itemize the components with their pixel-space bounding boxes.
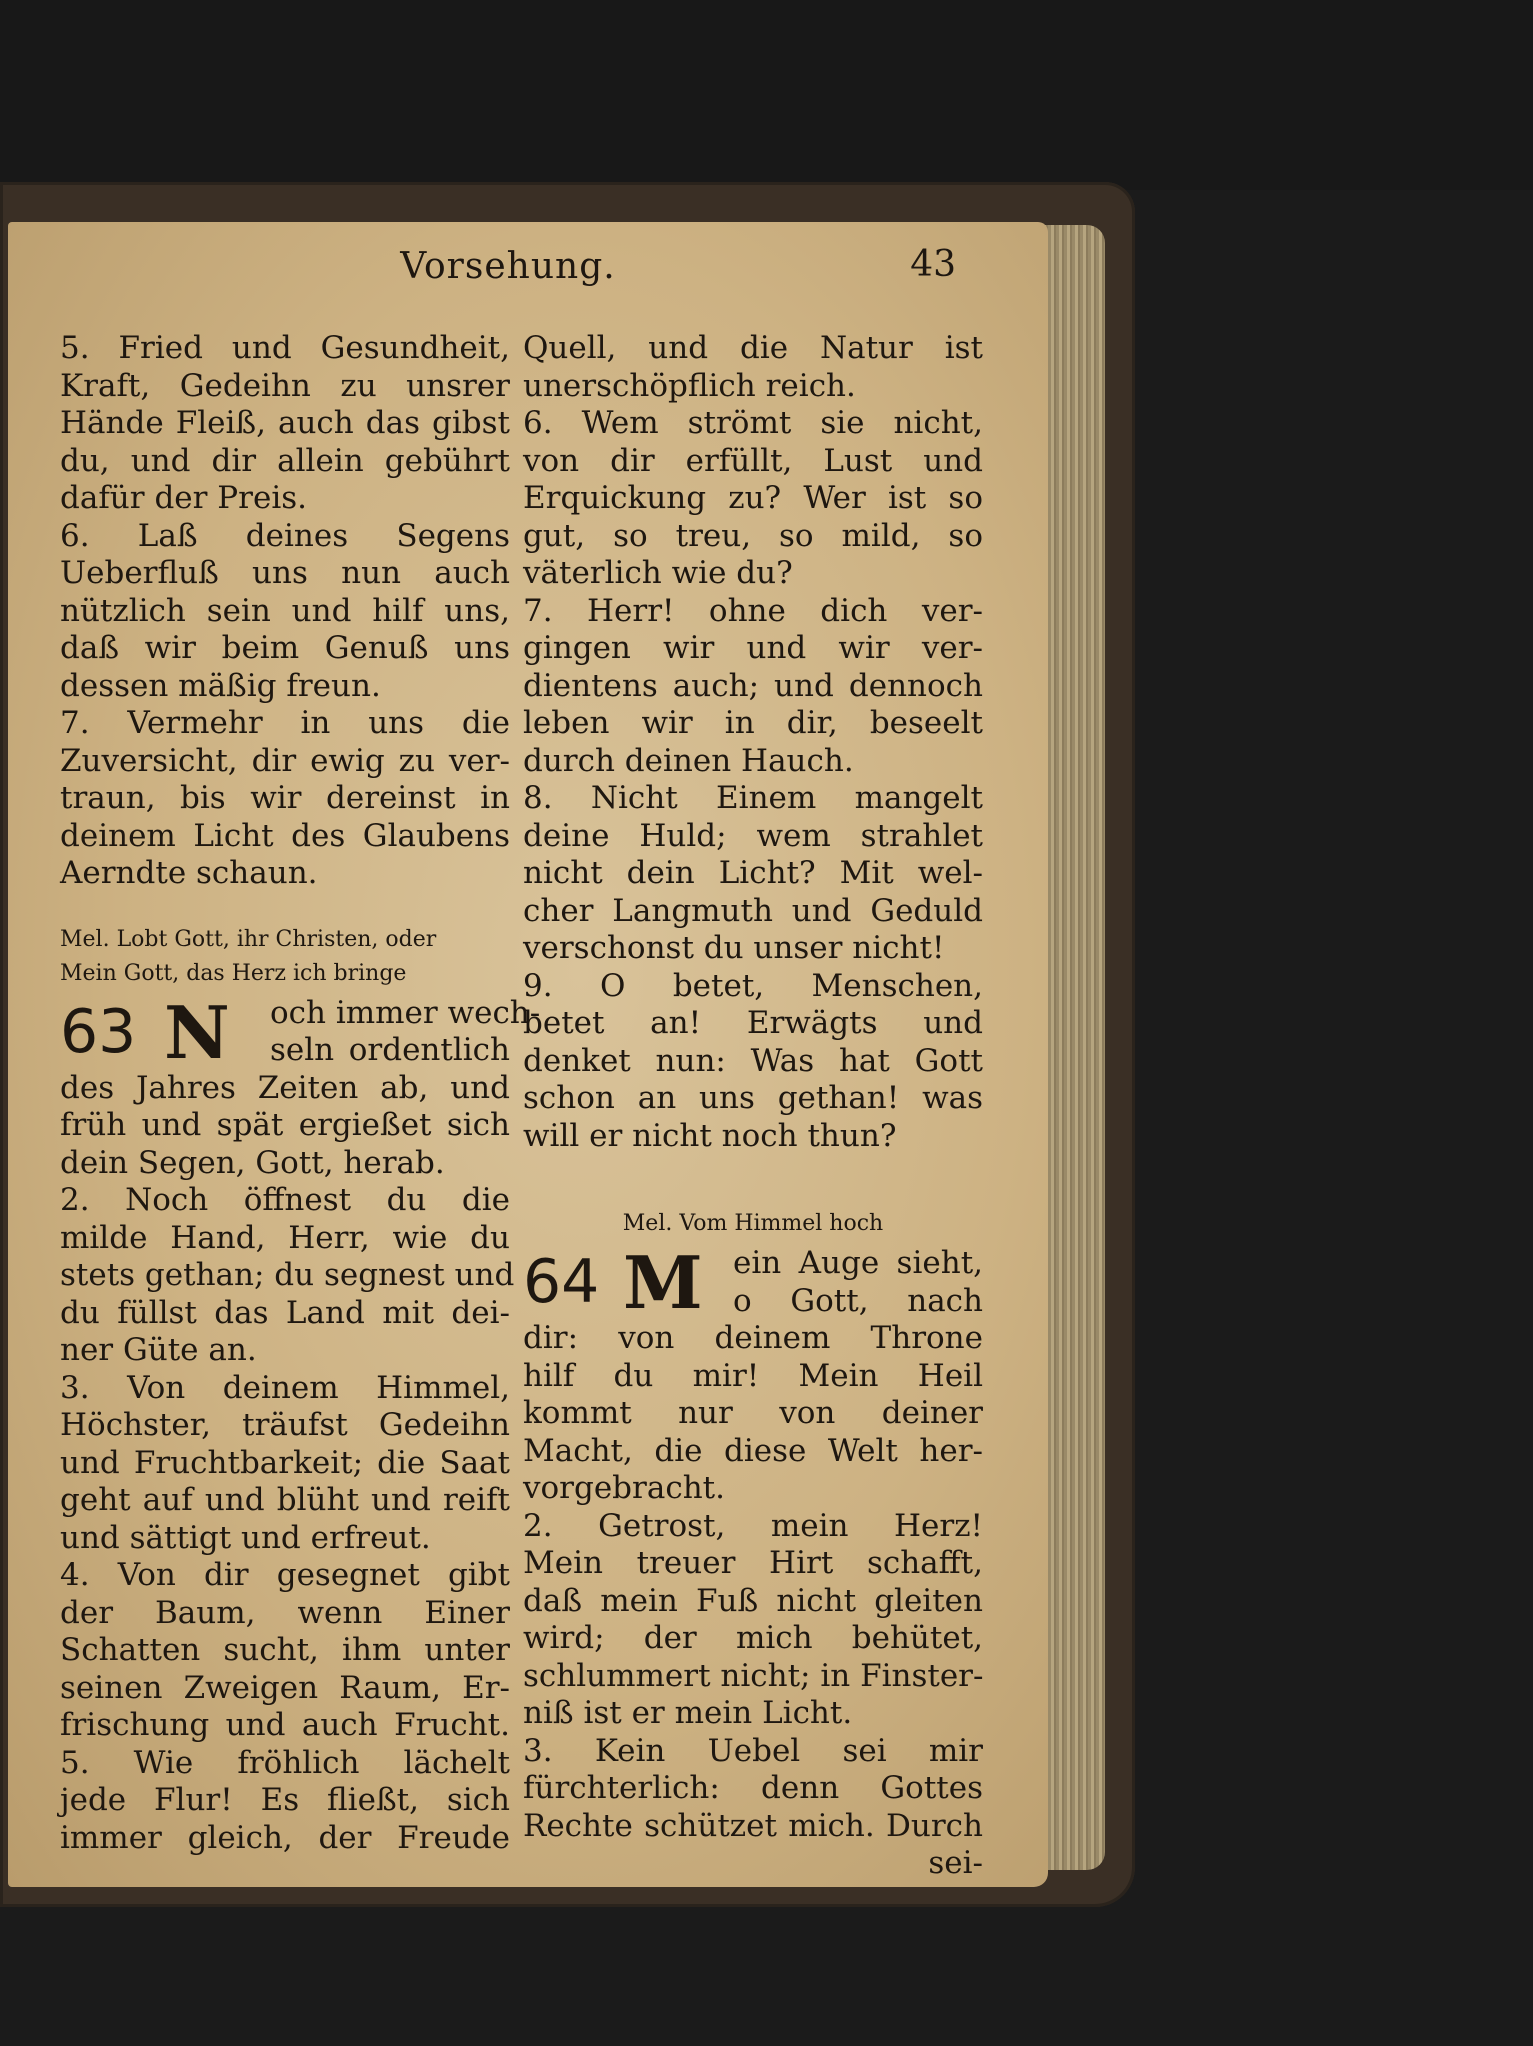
drop-cap: N: [164, 989, 230, 1075]
text-line: deine Huld; wem strahlet: [523, 817, 983, 854]
text-line: du, und dir allein gebührt: [60, 442, 510, 479]
text-line: Zuversicht, dir ewig zu ver-: [60, 742, 510, 779]
text-line: schon an uns gethan! was: [523, 1080, 983, 1116]
text-line: Erquickung zu? Wer ist so: [523, 480, 983, 516]
text-line: och immer wech-: [270, 994, 541, 1031]
text-line: Macht, die diese Welt her-: [523, 1432, 983, 1469]
text-line: 7. Vermehr in uns die: [60, 705, 510, 741]
background: [0, 0, 1533, 190]
right-lines-a: [523, 330, 983, 1155]
text-line: von dir erfüllt, Lust und: [523, 442, 983, 479]
text-line: 5. Wie fröhlich lächelt: [60, 1744, 510, 1781]
text-line: Rechte schützet mich. Durch: [523, 1807, 983, 1844]
right-column: [523, 330, 983, 1883]
text-line: jede Flur! Es fließt, sich: [60, 1782, 510, 1818]
text-line: gingen wir und wir ver-: [523, 630, 983, 666]
text-line: durch deinen Hauch.: [523, 742, 854, 779]
text-line: geht auf und blüht und reift: [60, 1482, 510, 1518]
text-line: o Gott, nach: [733, 1282, 983, 1319]
text-line: verschonst du unser nicht!: [523, 930, 945, 966]
text-line: 6. Laß deines Segens: [60, 517, 510, 554]
text-line: Kraft, Gedeihn zu unsrer: [60, 367, 510, 404]
text-line: niß ist er mein Licht.: [523, 1695, 853, 1731]
page-edges: [1040, 225, 1105, 1870]
text-line: nicht dein Licht? Mit wel-: [523, 855, 983, 891]
page-number: 43: [910, 244, 956, 285]
text-line: Mein treuer Hirt schafft,: [523, 1545, 983, 1581]
text-line: 2. Getrost, mein Herz!: [523, 1507, 983, 1544]
text-line: wird; der mich behütet,: [523, 1620, 983, 1656]
text-line: vorgebracht.: [523, 1470, 725, 1506]
text-line: Hände Fleiß, auch das gibst: [60, 405, 510, 441]
text-line: du füllst das Land mit dei-: [60, 1294, 510, 1331]
text-line: dientens auch; und dennoch: [523, 667, 983, 704]
running-head: Vorsehung.: [400, 246, 616, 287]
text-line: 3. Kein Uebel sei mir: [523, 1732, 983, 1769]
text-line: will er nicht noch thun?: [523, 1117, 897, 1154]
text-line: Ueberfluß uns nun auch: [60, 555, 510, 591]
hymn-first-lines: [733, 1245, 983, 1320]
text-line: nützlich sein und hilf uns,: [60, 592, 510, 629]
text-line: daß mein Fuß nicht gleiten: [523, 1582, 983, 1619]
text-line: daß wir beim Genuß uns: [60, 630, 510, 666]
left-lines-a: [60, 330, 510, 893]
text-line: väterlich wie du?: [523, 555, 793, 591]
text-line: leben wir in dir, beseelt: [523, 705, 983, 741]
hymn-64-start: [523, 1240, 983, 1325]
text-line: gut, so treu, so mild, so: [523, 517, 983, 554]
text-line: seln ordentlich: [270, 1032, 510, 1068]
text-line: 3. Von deinem Himmel,: [60, 1369, 510, 1406]
melody-note: Mel. Vom Himmel hoch: [622, 1211, 884, 1236]
text-line: deinem Licht des Glaubens: [60, 817, 510, 854]
text-line: 6. Wem strömt sie nicht,: [523, 405, 983, 441]
text-line: dein Segen, Gott, herab.: [60, 1144, 445, 1181]
text-line: seinen Zweigen Raum, Er-: [60, 1669, 510, 1706]
melody-note: Mel. Lobt Gott, ihr Christen, oder: [60, 926, 437, 952]
text-line: 9. O betet, Menschen,: [523, 967, 983, 1004]
text-line: betet an! Erwägts und: [523, 1005, 983, 1041]
text-line: 4. Von dir gesegnet gibt: [60, 1557, 510, 1593]
text-line: dessen mäßig freun.: [60, 667, 381, 704]
left-column: [60, 330, 541, 1857]
text-line: unerschöpflich reich.: [523, 367, 856, 404]
text-line: ein Auge sieht,: [733, 1245, 983, 1281]
text-line: des Jahres Zeiten ab, und: [60, 1069, 510, 1106]
text-line: frischung und auch Frucht.: [60, 1707, 510, 1743]
text-line: dir: von deinem Throne: [523, 1320, 983, 1356]
text-line: kommt nur von deiner: [523, 1395, 983, 1431]
text-line: fürchterlich: denn Gottes: [523, 1770, 983, 1806]
text-line: Schatten sucht, ihm unter: [60, 1632, 510, 1668]
catchword: sei-: [928, 1845, 983, 1881]
drop-cap: M: [623, 1240, 703, 1325]
text-line: immer gleich, der Freude: [60, 1819, 510, 1856]
text-line: milde Hand, Herr, wie du: [60, 1219, 510, 1256]
book-page: [8, 222, 1048, 1887]
text-line: 8. Nicht Einem mangelt: [523, 780, 983, 816]
hymn-63-start: [60, 989, 541, 1075]
hymn-number: 64: [523, 1247, 600, 1317]
text-line: Aerndte schaun.: [60, 855, 318, 891]
text-line: 2. Noch öffnest du die: [60, 1182, 510, 1218]
right-lines-b: [523, 1320, 983, 1883]
text-line: ner Güte an.: [60, 1332, 257, 1368]
text-line: stets gethan; du segnest und: [60, 1257, 515, 1293]
text-line: und sättigt und erfreut.: [60, 1519, 431, 1556]
text-line: 5. Fried und Gesundheit,: [60, 330, 510, 366]
hymn-number: 63: [60, 996, 137, 1067]
melody-note: Mein Gott, das Herz ich bringe: [60, 960, 407, 986]
text-line: cher Langmuth und Geduld: [523, 892, 983, 929]
text-line: Höchster, träufst Gedeihn: [60, 1407, 510, 1443]
text-line: Quell, und die Natur ist: [523, 330, 983, 366]
text-line: hilf du mir! Mein Heil: [523, 1357, 983, 1394]
left-lines-b: [60, 1069, 515, 1858]
text-line: früh und spät ergießet sich: [60, 1107, 510, 1143]
text-line: denket nun: Was hat Gott: [523, 1042, 983, 1079]
text-line: 7. Herr! ohne dich ver-: [523, 592, 983, 629]
text-line: dafür der Preis.: [60, 480, 308, 516]
text-line: der Baum, wenn Einer: [60, 1594, 510, 1631]
text-line: traun, bis wir dereinst in: [60, 780, 510, 816]
hymn-first-lines: [270, 994, 541, 1070]
text-line: und Fruchtbarkeit; die Saat: [60, 1444, 510, 1481]
text-line: schlummert nicht; in Finster-: [523, 1657, 984, 1694]
